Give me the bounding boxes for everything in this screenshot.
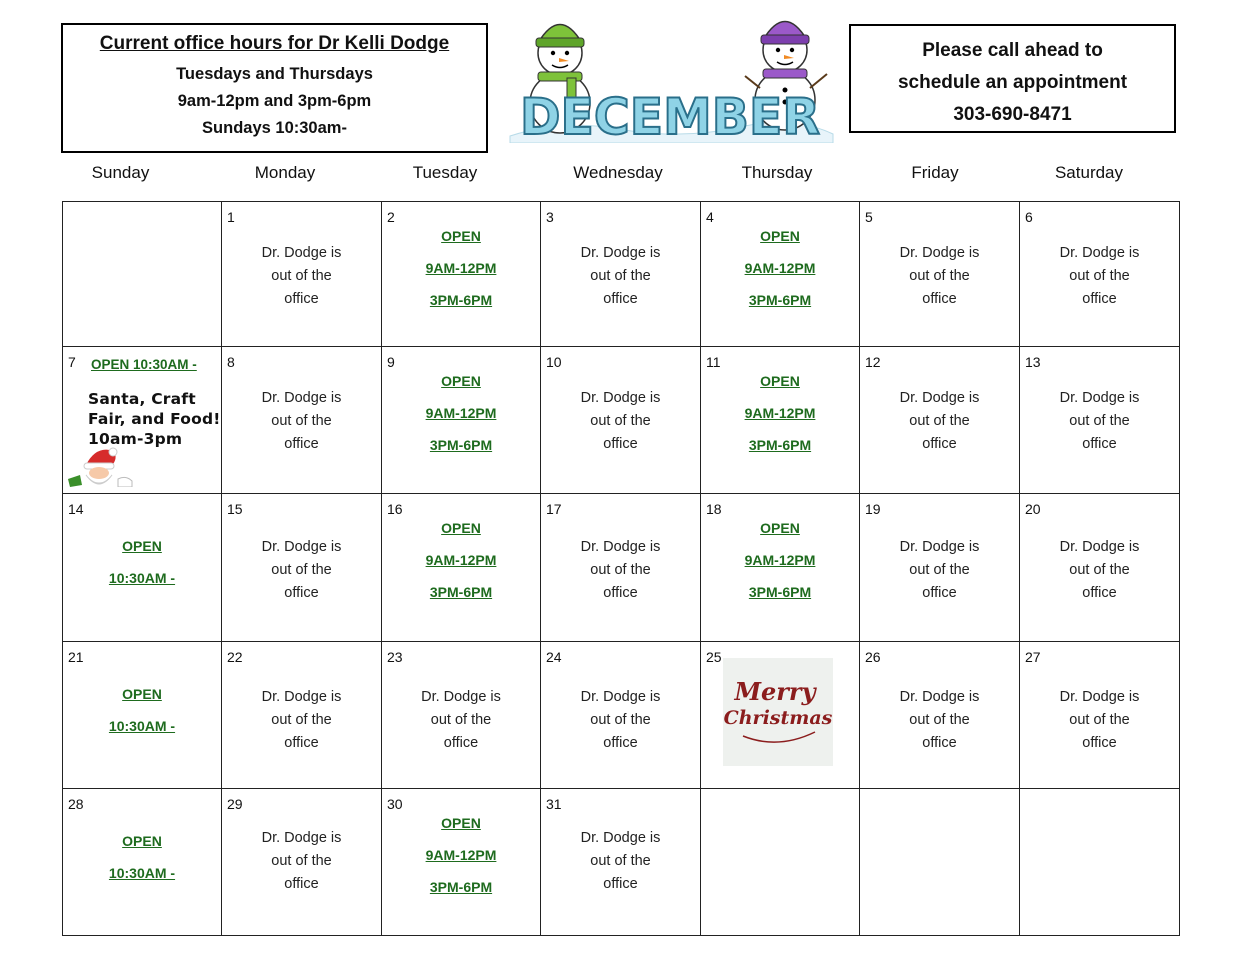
out-of-office-text <box>541 242 700 311</box>
out-line: office <box>443 735 479 751</box>
out-line: out of the <box>590 562 651 578</box>
calendar-day-cell <box>860 202 1020 347</box>
out-line: Dr. Dodge is <box>1059 539 1140 555</box>
out-line: Dr. Dodge is <box>261 830 342 846</box>
weekday-sunday: Sunday <box>91 163 150 182</box>
calendar-day-cell <box>1020 789 1180 936</box>
out-line: office <box>1082 291 1117 307</box>
out-line: office <box>922 735 957 751</box>
santa-icon <box>66 445 136 487</box>
out-line: office <box>603 876 638 892</box>
calendar-day-cell <box>222 642 382 789</box>
out-line: office <box>922 585 957 601</box>
office-hours-box <box>61 23 488 153</box>
day-number: 30 <box>387 796 403 812</box>
out-line: Dr. Dodge is <box>1059 689 1140 705</box>
calendar-day-cell <box>541 202 701 347</box>
afternoon-hours: 3PM-6PM <box>748 292 812 308</box>
banner-month-text: DECEMBER <box>520 88 820 143</box>
day-number: 29 <box>227 796 243 812</box>
day-number: 4 <box>706 209 714 225</box>
out-of-office-text <box>1020 536 1179 605</box>
call-ahead-box <box>849 24 1176 133</box>
sunday-hours: 10:30AM - <box>108 865 176 881</box>
office-hours-days: Tuesdays and Thursdays <box>176 65 373 83</box>
open-label: OPEN <box>441 373 481 389</box>
calendar-week-row <box>63 789 1180 936</box>
day-number: 9 <box>387 354 395 370</box>
out-of-office-text <box>222 827 381 896</box>
special-event-text <box>88 389 221 449</box>
out-line: Dr. Dodge is <box>261 245 342 261</box>
christmas-text: Christmas <box>723 707 833 729</box>
out-of-office-text <box>222 387 381 456</box>
open-hours <box>701 365 859 461</box>
calendar-week-row <box>63 347 1180 494</box>
afternoon-hours: 3PM-6PM <box>429 584 493 600</box>
day-number: 24 <box>546 649 562 665</box>
open-hours <box>701 512 859 608</box>
weekday-thursday: Thursday <box>741 163 813 182</box>
open-label: OPEN <box>122 833 162 849</box>
morning-hours: 9AM-12PM <box>425 552 497 568</box>
afternoon-hours: 3PM-6PM <box>429 292 493 308</box>
open-label: OPEN <box>760 228 800 244</box>
out-line: out of the <box>1069 413 1130 429</box>
day-number: 3 <box>546 209 554 225</box>
morning-hours: 9AM-12PM <box>744 260 816 276</box>
out-line: office <box>922 436 957 452</box>
weekday-monday: Monday <box>254 163 316 182</box>
day-number: 28 <box>68 796 84 812</box>
calendar-day-cell <box>1020 642 1180 789</box>
calendar-day-cell <box>63 202 222 347</box>
out-line: Dr. Dodge is <box>580 689 661 705</box>
out-line: out of the <box>1069 268 1130 284</box>
day-number: 16 <box>387 501 403 517</box>
out-line: out of the <box>590 853 651 869</box>
calendar-day-cell <box>1020 494 1180 642</box>
day-number: 1 <box>227 209 235 225</box>
morning-hours: 9AM-12PM <box>425 847 497 863</box>
calendar-day-cell <box>382 202 541 347</box>
day-number: 27 <box>1025 649 1041 665</box>
weekday-tuesday: Tuesday <box>412 163 478 182</box>
sunday-open-hours <box>63 530 221 594</box>
out-of-office-text <box>860 536 1019 605</box>
out-of-office-text <box>1020 242 1179 311</box>
weekday-wednesday: Wednesday <box>573 163 663 182</box>
open-hours <box>382 807 540 903</box>
morning-hours: 9AM-12PM <box>425 260 497 276</box>
calendar-week-row <box>63 494 1180 642</box>
calendar-day-cell <box>63 642 222 789</box>
calendar-day-cell <box>63 789 222 936</box>
afternoon-hours: 3PM-6PM <box>429 437 493 453</box>
open-label: OPEN <box>122 686 162 702</box>
day-number: 14 <box>68 501 84 517</box>
out-line: office <box>284 291 319 307</box>
afternoon-hours: 3PM-6PM <box>748 437 812 453</box>
out-line: Dr. Dodge is <box>1059 245 1140 261</box>
out-line: Dr. Dodge is <box>580 390 661 406</box>
calendar-day-cell <box>222 202 382 347</box>
out-line: office <box>284 876 319 892</box>
out-line: office <box>1082 436 1117 452</box>
out-of-office-text <box>222 686 381 755</box>
open-label: OPEN <box>122 538 162 554</box>
office-hours-sunday: Sundays 10:30am- <box>202 119 347 137</box>
out-of-office-text <box>541 387 700 456</box>
out-of-office-text <box>222 536 381 605</box>
out-line: Dr. Dodge is <box>580 245 661 261</box>
out-line: office <box>1082 735 1117 751</box>
out-line: office <box>284 585 319 601</box>
calendar-week-row <box>63 202 1180 347</box>
out-line: Dr. Dodge is <box>899 245 980 261</box>
special-open-label: OPEN 10:30AM - <box>91 357 197 372</box>
out-of-office-text <box>860 387 1019 456</box>
calendar-day-cell <box>701 347 860 494</box>
out-line: Dr. Dodge is <box>899 390 980 406</box>
calendar-day-cell <box>860 642 1020 789</box>
calendar-day-cell <box>382 494 541 642</box>
calendar-day-cell <box>382 642 541 789</box>
morning-hours: 9AM-12PM <box>744 552 816 568</box>
calendar-day-cell <box>860 789 1020 936</box>
special-event-line: Santa, Craft <box>88 390 196 408</box>
out-of-office-text <box>860 686 1019 755</box>
out-line: Dr. Dodge is <box>261 539 342 555</box>
out-line: office <box>284 436 319 452</box>
open-hours <box>382 220 540 316</box>
day-number: 6 <box>1025 209 1033 225</box>
out-line: out of the <box>590 413 651 429</box>
calendar-week-row <box>63 642 1180 789</box>
open-hours <box>382 365 540 461</box>
calendar-day-cell <box>1020 347 1180 494</box>
out-of-office-text <box>541 536 700 605</box>
day-number: 25 <box>706 649 722 665</box>
day-number: 8 <box>227 354 235 370</box>
open-hours <box>382 512 540 608</box>
office-hours-title: Current office hours for Dr Kelli Dodge <box>99 33 450 54</box>
sunday-open-hours <box>63 678 221 742</box>
out-line: Dr. Dodge is <box>1059 390 1140 406</box>
calendar-day-cell <box>382 347 541 494</box>
day-number: 5 <box>865 209 873 225</box>
day-number: 21 <box>68 649 84 665</box>
out-line: out of the <box>590 712 651 728</box>
out-line: out of the <box>271 712 332 728</box>
out-line: office <box>284 735 319 751</box>
out-line: out of the <box>909 413 970 429</box>
out-line: out of the <box>271 853 332 869</box>
calendar-day-cell <box>860 347 1020 494</box>
day-number: 19 <box>865 501 881 517</box>
calendar-day-cell <box>222 789 382 936</box>
out-line: out of the <box>590 268 651 284</box>
day-number: 20 <box>1025 501 1041 517</box>
day-number: 2 <box>387 209 395 225</box>
calendar-day-cell <box>382 789 541 936</box>
out-line: out of the <box>271 268 332 284</box>
calendar-day-cell <box>63 347 222 494</box>
call-ahead-line2: schedule an appointment <box>897 72 1128 93</box>
open-label: OPEN <box>441 228 481 244</box>
out-of-office-text <box>382 686 540 755</box>
day-number: 23 <box>387 649 403 665</box>
out-line: out of the <box>430 712 492 728</box>
out-of-office-text <box>222 242 381 311</box>
day-number: 10 <box>546 354 562 370</box>
out-of-office-text <box>541 827 700 896</box>
calendar-day-cell <box>541 642 701 789</box>
merry-christmas-image <box>723 658 833 766</box>
december-banner-image <box>505 8 835 143</box>
out-line: office <box>603 436 638 452</box>
calendar-day-cell <box>701 494 860 642</box>
weekday-header <box>62 163 1178 187</box>
out-line: office <box>922 291 957 307</box>
weekday-friday: Friday <box>911 163 959 182</box>
day-number: 13 <box>1025 354 1041 370</box>
day-number: 31 <box>546 796 562 812</box>
calendar-day-cell <box>541 347 701 494</box>
day-number: 22 <box>227 649 243 665</box>
out-line: office <box>603 735 638 751</box>
out-line: out of the <box>909 562 970 578</box>
office-hours-times: 9am-12pm and 3pm-6pm <box>177 92 372 110</box>
out-line: Dr. Dodge is <box>421 689 501 705</box>
day-number: 18 <box>706 501 722 517</box>
day-number: 12 <box>865 354 881 370</box>
open-label: OPEN <box>441 520 481 536</box>
open-hours <box>701 220 859 316</box>
calendar-day-cell <box>541 789 701 936</box>
out-line: Dr. Dodge is <box>261 390 342 406</box>
out-of-office-text <box>1020 686 1179 755</box>
sunday-open-hours <box>63 825 221 889</box>
calendar-day-cell <box>701 789 860 936</box>
out-line: office <box>603 585 638 601</box>
calendar-day-cell <box>701 642 860 789</box>
open-label: OPEN <box>760 520 800 536</box>
calendar-day-cell <box>701 202 860 347</box>
out-line: out of the <box>271 413 332 429</box>
calendar-grid <box>62 201 1180 936</box>
out-line: out of the <box>909 268 970 284</box>
out-line: Dr. Dodge is <box>580 830 661 846</box>
out-line: office <box>1082 585 1117 601</box>
afternoon-hours: 3PM-6PM <box>748 584 812 600</box>
out-line: Dr. Dodge is <box>580 539 661 555</box>
out-line: out of the <box>1069 562 1130 578</box>
calendar-day-cell <box>860 494 1020 642</box>
morning-hours: 9AM-12PM <box>744 405 816 421</box>
out-line: out of the <box>909 712 970 728</box>
calendar-day-cell <box>1020 202 1180 347</box>
out-of-office-text <box>1020 387 1179 456</box>
special-event-line: 10am-3pm <box>88 430 183 448</box>
open-label: OPEN <box>441 815 481 831</box>
day-number: 11 <box>706 354 721 370</box>
special-event-line: Fair, and Food! <box>88 410 221 428</box>
out-line: Dr. Dodge is <box>899 689 980 705</box>
day-number: 15 <box>227 501 243 517</box>
calendar-day-cell <box>222 494 382 642</box>
calendar-day-cell <box>222 347 382 494</box>
out-of-office-text <box>860 242 1019 311</box>
out-line: office <box>603 291 638 307</box>
sunday-hours: 10:30AM - <box>108 570 176 586</box>
out-line: out of the <box>271 562 332 578</box>
calendar-day-cell <box>63 494 222 642</box>
afternoon-hours: 3PM-6PM <box>429 879 493 895</box>
out-of-office-text <box>541 686 700 755</box>
morning-hours: 9AM-12PM <box>425 405 497 421</box>
sunday-hours: 10:30AM - <box>108 718 176 734</box>
open-label: OPEN <box>760 373 800 389</box>
day-number: 7 <box>68 354 76 370</box>
call-ahead-line1: Please call ahead to <box>922 40 1103 61</box>
out-line: Dr. Dodge is <box>261 689 342 705</box>
calendar-day-cell <box>541 494 701 642</box>
out-line: Dr. Dodge is <box>899 539 980 555</box>
day-number: 17 <box>546 501 562 517</box>
weekday-saturday: Saturday <box>1054 163 1124 182</box>
phone-number: 303-690-8471 <box>953 104 1072 125</box>
merry-text: Merry <box>734 677 816 706</box>
day-number: 26 <box>865 649 881 665</box>
out-line: out of the <box>1069 712 1130 728</box>
